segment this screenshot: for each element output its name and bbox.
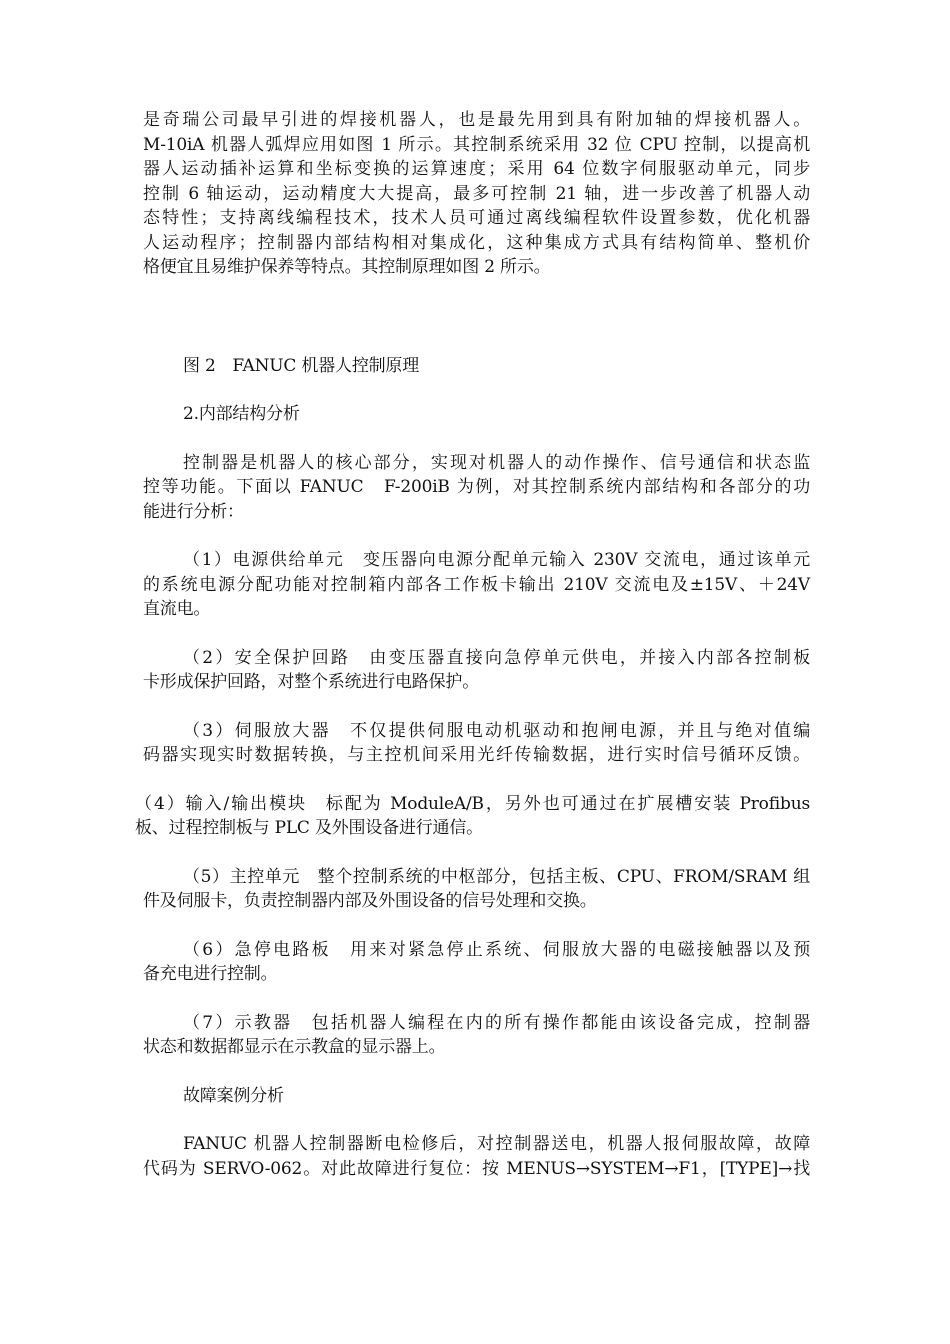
text-line: 态特性；支持离线编程技术，技术人员可通过离线编程软件设置参数，优化机器 (143, 208, 810, 228)
text-line: （4）输入/输出模块 标配为 ModuleA/B，另外也可通过在扩展槽安装 Profibus (135, 793, 810, 814)
text-line: 卡形成保护回路，对整个系统进行电路保护。 (143, 672, 479, 692)
text-line: 故障案例分析 (183, 1085, 284, 1106)
text-line: 人运动程序；控制器内部结构相对集成化，这种集成方式具有结构简单、整机价 (143, 232, 810, 253)
text-line: （5）主控单元 整个控制系统的中枢部分，包括主板、CPU、FROM/SRAM 组 (183, 866, 810, 887)
text-line: 状态和数据都显示在示教盒的显示器上。 (143, 1037, 446, 1057)
text-line: （6）急停电路板 用来对紧急停止系统、伺服放大器的电磁接触器以及预 (183, 939, 810, 960)
text-line: 备充电进行控制。 (143, 964, 278, 984)
body-paragraph (143, 451, 810, 525)
text-line: 能进行分析： (143, 501, 244, 522)
text-line: （7）示教器 包括机器人编程在内的所有操作都能由该设备完成，控制器 (183, 1012, 810, 1033)
text-line: 器人运动插补运算和坐标变换的运算速度；采用 64 位数字伺服驱动单元，同步 (143, 159, 810, 179)
text-line: 控制器是机器人的核心部分，实现对机器人的动作操作、信号通信和状态监 (183, 452, 810, 473)
section-heading (143, 402, 810, 427)
text-line: 代码为 SERVO-062。对此故障进行复位：按 MENUS→SYSTEM→F1，[TYPE]→找 (143, 1158, 810, 1179)
list-item (135, 792, 810, 841)
text-line: 件及伺服卡，负责控制器内部及外围设备的信号处理和交换。 (143, 891, 597, 911)
text-line: FANUC 机器人控制器断电检修后，对控制器送电，机器人报伺服故障，故障 (183, 1134, 810, 1154)
list-item (143, 646, 810, 695)
text-line: 的系统电源分配功能对控制箱内部各工作板卡输出 210V 交流电及±15V、＋24V (143, 574, 810, 595)
text-line: 2.内部结构分析 (183, 404, 300, 424)
list-item (143, 548, 810, 622)
list-item (143, 719, 810, 768)
text-line: 板、过程控制板与 PLC 及外围设备进行通信。 (135, 818, 483, 838)
text-line: 控等功能。下面以 FANUC F-200iB 为例，对其控制系统内部结构和各部分的功 (143, 477, 810, 497)
figure-caption (143, 354, 810, 379)
text-line: （3）伺服放大器 不仅提供伺服电动机驱动和抱闸电源，并且与绝对值编 (183, 720, 810, 741)
list-item (143, 1011, 810, 1060)
text-line: 码器实现实时数据转换，与主控机间采用光纤传输数据，进行实时信号循环反馈。 (143, 745, 810, 765)
body-paragraph (143, 1132, 810, 1181)
list-item (143, 865, 810, 914)
section-heading (143, 1084, 810, 1109)
text-line: 格便宜且易维护保养等特点。其控制原理如图 2 所示。 (143, 257, 551, 277)
text-line: 控制 6 轴运动，运动精度大大提高，最多可控制 21 轴，进一步改善了机器人动 (143, 183, 810, 204)
document-page (135, 108, 810, 1181)
text-line: 图 2 FANUC 机器人控制原理 (183, 355, 420, 376)
text-line: 直流电。 (143, 599, 211, 619)
intro-paragraph (143, 108, 810, 280)
text-line: M-10iA 机器人弧焊应用如图 1 所示。其控制系统采用 32 位 CPU 控制，以提高机 (143, 134, 810, 155)
text-line: 是奇瑞公司最早引进的焊接机器人，也是最先用到具有附加轴的焊接机器人。 (143, 110, 810, 130)
text-line: （2）安全保护回路 由变压器直接向急停单元供电，并接入内部各控制板 (183, 647, 810, 668)
list-item (143, 938, 810, 987)
text-line: （1）电源供给单元 变压器向电源分配单元输入 230V 交流电，通过该单元 (183, 550, 810, 570)
